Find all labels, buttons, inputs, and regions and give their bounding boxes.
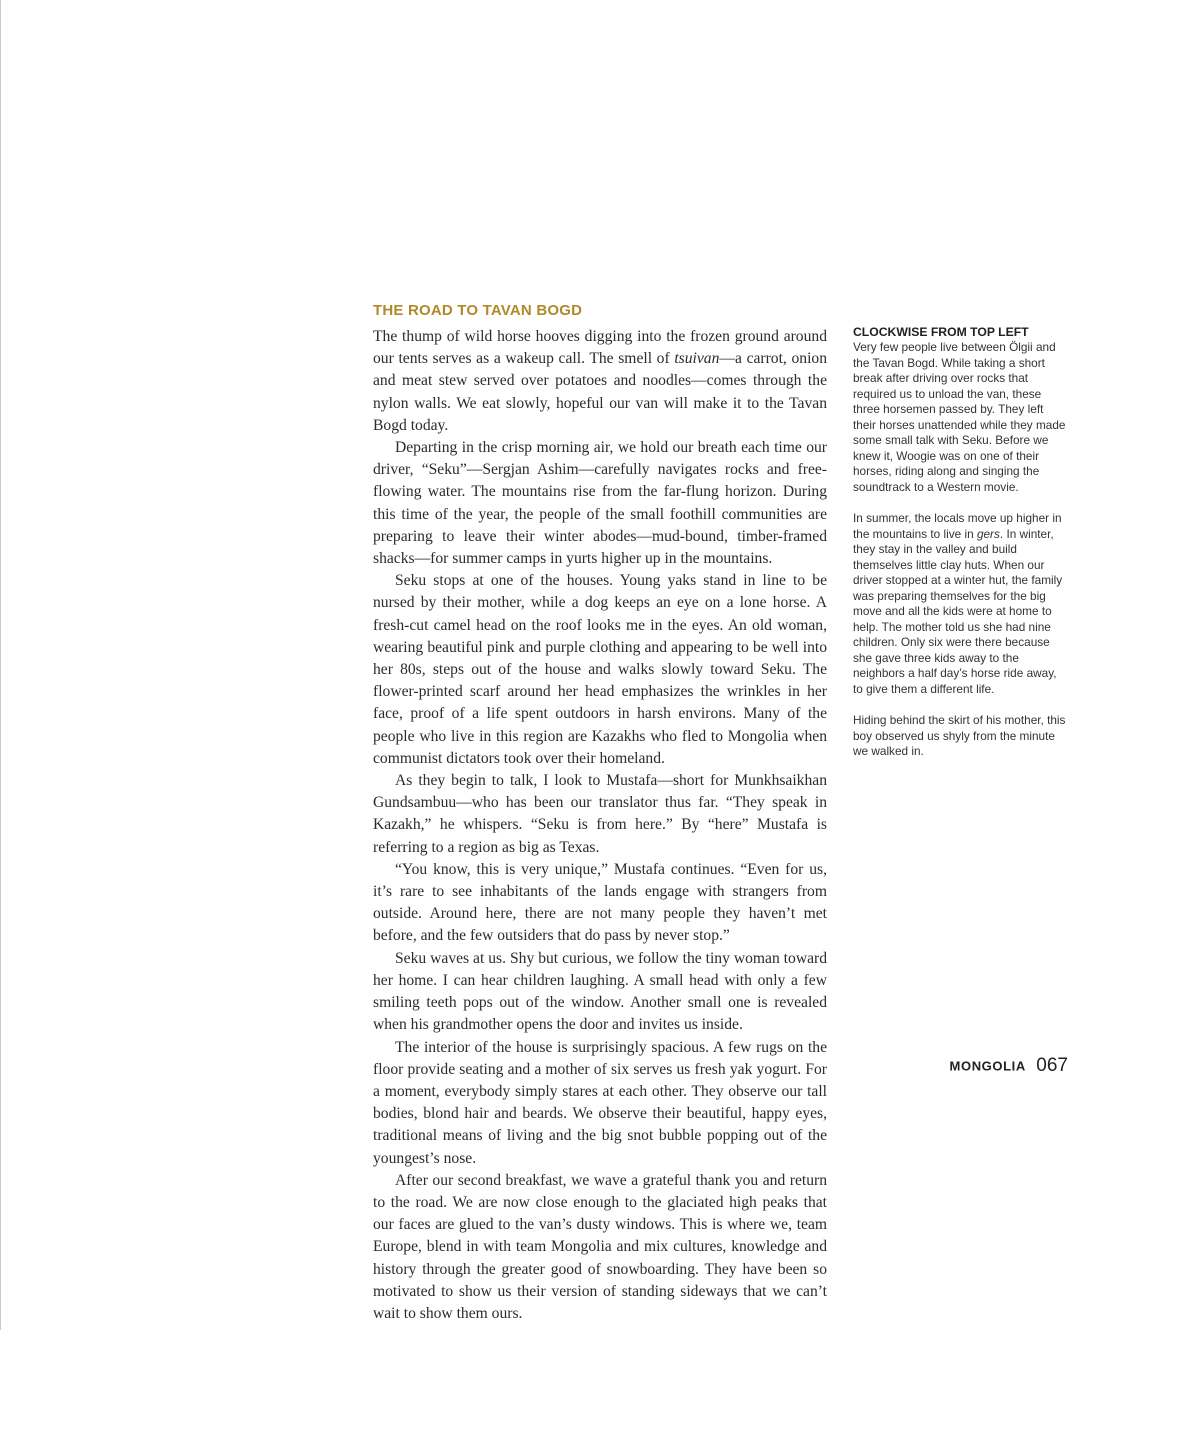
paragraph xyxy=(373,437,827,570)
photo-caption-sidebar xyxy=(853,324,1068,775)
caption-body xyxy=(853,340,1068,760)
paragraph xyxy=(853,511,1068,698)
article-body xyxy=(373,326,827,1325)
text-run: Very few people live between Ölgii and the Tavan Bogd. While taking a short break after driving over rocks that required us to unload the van, these three horsemen passed by. They left their horses unattended while they made some small talk with Seku. Before we knew it, Woogie was on one of their horses, riding along and singing the soundtrack to a Western movie. xyxy=(853,340,1066,494)
caption-heading: CLOCKWISE FROM TOP LEFT xyxy=(853,325,1029,339)
text-run: —a carrot, onion and meat stew served over potatoes and noodles—comes through the nylon walls. We eat slowly, hopeful our van will make it to the Tavan Bogd today. xyxy=(373,350,827,434)
text-run: . In winter, they stay in the valley and build themselves little clay huts. When our driver stopped at a winter hut, the family was preparing themselves for the big move and all the kids were at home to help. The mother told us she had nine children. Only six were there because she gave three kids away to the neighbors a half day’s horse ride away, to give them a different life. xyxy=(853,526,1063,696)
text-run: “You know, this is very unique,” Mustafa continues. “Even for us, it’s rare to see inhabitants of the lands engage with strangers from outside. Around here, there are not many people they haven’t met before, and the few outsiders that do pass by never stop.” xyxy=(373,860,827,945)
paragraph xyxy=(853,713,1068,760)
paragraph xyxy=(373,859,827,948)
text-run: The thump of wild horse hooves digging into the frozen ground around our tents serves as a wakeup call. The smell of xyxy=(373,328,827,368)
italic-term: tsuivan xyxy=(674,350,720,368)
paragraph xyxy=(373,1170,827,1325)
text-run: Departing in the crisp morning air, we hold our breath each time our driver, “Seku”—Sergjan Ashim—carefully navigates rocks and free-flowing water. The mountains rise from the far-flung horizon. During this time of the year, the people of the small foothill communities are preparing to leave their winter abodes—mud-bound, timber-framed shacks—for summer camps in yurts higher up in the mountains. xyxy=(373,439,827,568)
page-footer xyxy=(950,1055,1068,1077)
text-run: As they begin to talk, I look to Mustafa—short for Munkhsaikhan Gundsambuu—who has been our translator thus far. “They speak in Kazakh,” he whispers. “Seku is from here.” By “here” Mustafa is referring to a region as big as Texas. xyxy=(373,772,827,856)
text-run: Hiding behind the skirt of his mother, this boy observed us shyly from the minute we walked in. xyxy=(853,713,1066,759)
text-run: In summer, the locals move up higher in the mountains to live in xyxy=(853,510,1062,541)
text-run: The interior of the house is surprisingly spacious. A few rugs on the floor provide seating and a mother of six serves us fresh yak yogurt. For a moment, everybody simply stares at each other. They observe our tall bodies, blond hair and beards. We observe their beautiful, happy eyes, traditional means of living and the big snot bubble popping out of the youngest’s nose. xyxy=(373,1038,827,1167)
text-run: Seku waves at us. Shy but curious, we follow the tiny woman toward her home. I can hear children laughing. A small head with only a few smiling teeth pops out of the window. Another small one is revealed when his grandmother opens the door and invites us inside. xyxy=(373,949,827,1034)
paragraph xyxy=(373,326,827,437)
paragraph xyxy=(373,770,827,859)
paragraph xyxy=(373,1037,827,1170)
text-run: After our second breakfast, we wave a grateful thank you and return to the road. We are now close enough to the glaciated high peaks that our faces are glued to the van’s dusty windows. This is where we, team Europe, blend in with team Mongolia and mix cultures, knowledge and history through the greater good of snowboarding. They have been so motivated to show us their version of standing sideways that we can’t wait to show them ours. xyxy=(373,1171,827,1322)
paragraph xyxy=(853,340,1068,495)
paragraph xyxy=(373,948,827,1037)
page-number: 067 xyxy=(1036,1055,1068,1076)
italic-term: gers xyxy=(976,526,1000,541)
paragraph xyxy=(373,570,827,770)
page-edge-line xyxy=(0,0,1,1330)
text-run: Seku stops at one of the houses. Young yaks stand in line to be nursed by their mother, while a dog keeps an eye on a lone horse. A fresh-cut camel head on the roof looks me in the eyes. An old woman, wearing beautiful pink and purple clothing and appearing to be well into her 80s, steps out of the house and walks slowly toward Seku. The flower-printed scarf around her head emphasizes the wrinkles in her face, proof of a life spent outdoors in harsh environs. Many of the people who live in this region are Kazakhs who fled to Mongolia when communist dictators took over their homeland. xyxy=(373,572,827,767)
magazine-section-name: MONGOLIA xyxy=(949,1058,1026,1074)
article-column xyxy=(373,302,827,1325)
section-heading: THE ROAD TO TAVAN BOGD xyxy=(373,302,583,319)
